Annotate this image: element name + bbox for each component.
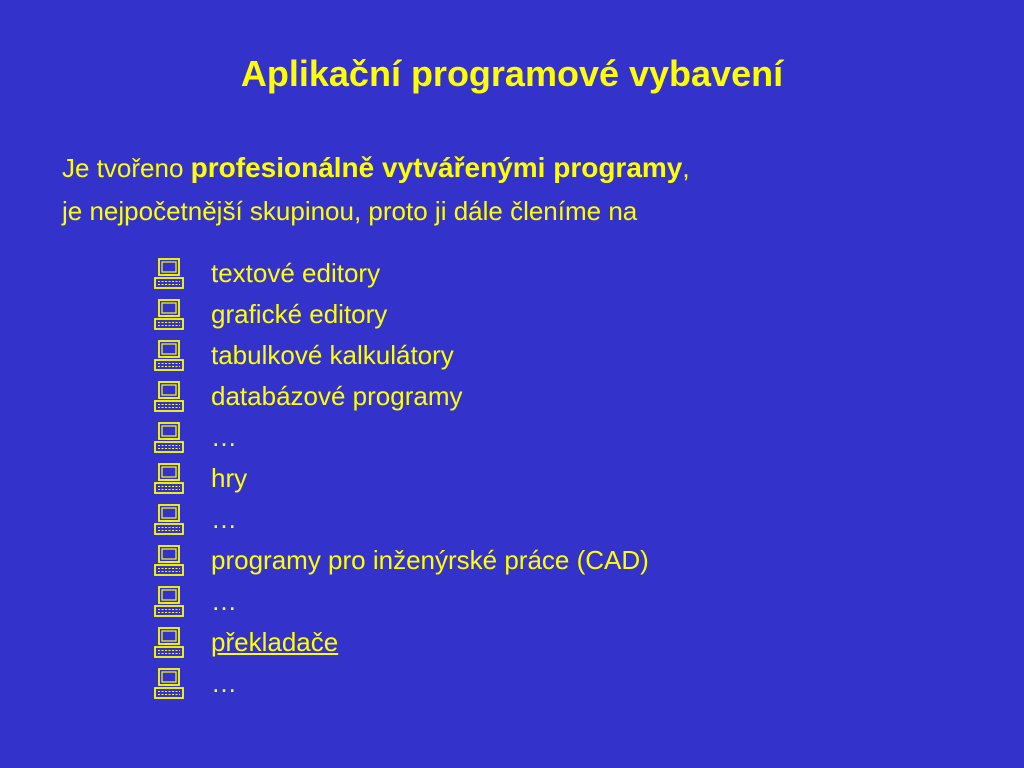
computer-icon bbox=[152, 503, 186, 537]
intro-line-1 bbox=[62, 146, 690, 190]
computer-icon bbox=[152, 298, 186, 332]
list-item bbox=[152, 253, 649, 294]
list-item bbox=[152, 335, 649, 376]
slide-title: Aplikační programové vybavení bbox=[240, 53, 784, 94]
computer-icon bbox=[152, 626, 186, 660]
list-item-label: hry bbox=[211, 463, 248, 493]
intro-line-2: je nejpočetnější skupinou, proto ji dále členíme na bbox=[62, 196, 638, 226]
list-item bbox=[152, 499, 649, 540]
computer-icon bbox=[152, 421, 186, 455]
computer-icon bbox=[152, 339, 186, 373]
computer-icon bbox=[152, 544, 186, 578]
list-item-label: … bbox=[211, 504, 237, 534]
computer-icon bbox=[152, 667, 186, 701]
list-item bbox=[152, 294, 649, 335]
list-item[interactable] bbox=[152, 622, 649, 663]
list-item-label: textové editory bbox=[211, 258, 381, 288]
list-item-label: programy pro inženýrské práce (CAD) bbox=[211, 545, 649, 575]
intro-prefix: Je tvořeno bbox=[62, 153, 191, 183]
list-item-label: … bbox=[211, 586, 237, 616]
list-item bbox=[152, 376, 649, 417]
list-item bbox=[152, 458, 649, 499]
list-item-label: tabulkové kalkulátory bbox=[211, 340, 454, 370]
list-item bbox=[152, 581, 649, 622]
list-item bbox=[152, 417, 649, 458]
intro-suffix: , bbox=[682, 153, 690, 183]
intro-paragraph bbox=[62, 146, 690, 233]
list-item-label: … bbox=[211, 422, 237, 452]
list-item-label: databázové programy bbox=[211, 381, 463, 411]
category-list bbox=[152, 253, 649, 704]
list-item bbox=[152, 540, 649, 581]
list-item-link[interactable]: překladače bbox=[211, 627, 339, 657]
computer-icon bbox=[152, 462, 186, 496]
list-item-label: grafické editory bbox=[211, 299, 388, 329]
intro-emphasis: profesionálně vytvářenými programy bbox=[190, 152, 683, 183]
computer-icon bbox=[152, 585, 186, 619]
list-item-label: … bbox=[211, 668, 237, 698]
computer-icon bbox=[152, 257, 186, 291]
list-item bbox=[152, 663, 649, 704]
computer-icon bbox=[152, 380, 186, 414]
